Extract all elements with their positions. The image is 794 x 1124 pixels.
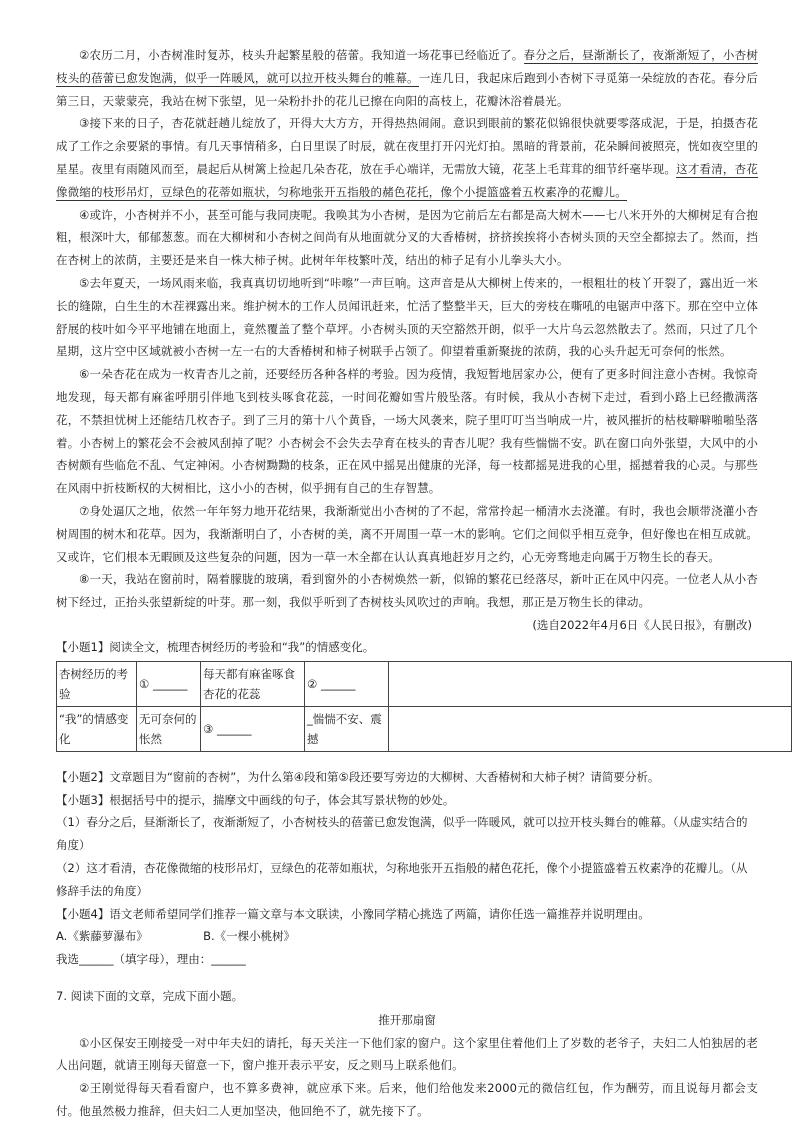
paragraph-3-text-a: ③接下来的日子，杏花就赶趟儿绽放了，开得大大方方，开得热热闹闹。意识到眼前的繁花似锦很快就要零落成泥，于是，拍摄杏花成了工作之余要紧的事情。有几天事情稍多，白日里误了时辰，就在夜里打开闪光灯拍。黑暗的背景前，花朵瞬间被照亮，恍如夜空里的星星。夜里有雨随风而至，晨起后从树篱上捡起几朵杏花，放在手心端详，无需放大镜，花茎上毛茸茸的细节纤毫毕现。 — [56, 116, 758, 176]
question-1 — [56, 636, 758, 752]
table-cell: 每天都有麻雀啄食杏花的花蕊 — [201, 661, 305, 706]
article-title: 推开那扇窗 — [378, 1012, 436, 1027]
question-3-item-1: （1）春分之后，昼渐渐长了，夜渐渐短了，小杏树枝头的蓓蕾已愈发饱满，似乎一阵暖风，就可以拉开枝头舞台的帷幕。（从虚实结合的角度） — [56, 815, 748, 853]
section-7 — [56, 985, 758, 1123]
paragraph-8-text: ⑧一天，我站在窗前时，隔着朦胧的玻璃，看到窗外的小杏树焕然一新，似锦的繁花已经落尽，新叶正在风中闪亮。一位老人从小杏树下经过，正抬头张望新绽的叶芽。那一刻，我似乎听到了杏树枝头风吹过的声响。我想，那正是万物生长的律动。 — [56, 572, 758, 610]
paragraph-6 — [56, 363, 758, 500]
paragraph-6-text: ⑥一朵杏花在成为一枚青杏儿之前，还要经历各种各样的考验。因为疫情，我短暂地居家办公，便有了更多时间注意小杏树。我惊奇地发现，每天都有麻雀呼朋引伴地飞到枝头啄食花蕊，一时间花瓣如雪片般坠落。有时候，我从小杏树下走过，看到小路上已经撒满落花，不禁担忧树上还能结几枚杏子。到了三月的第十八个黄昏，一场大风袭来，院子里叮叮当当响成一片，被风摧折的枯枝噼噼啪啪坠落着。小杏树上的繁花会不会被风刮掉了呢？小杏树会不会失去孕育在枝头的青杏儿呢？我有些惴惴不安。趴在窗口向外张望，大风中的小杏树颇有些临危不乱、气定神闲。小杏树黝黝的枝条，正在风中摇晃出健康的光泽，每一枝都摇晃进我的心里，摇撼着我的心灵。与那些在风雨中折枝断权的大树相比，这小小的杏树，似乎拥有自己的生存智慧。 — [56, 367, 758, 496]
table-cell: “我”的情感变化 — [57, 706, 137, 751]
question-1-prompt: 【小题1】阅读全文，梳理杏树经历的考验和“我”的情感变化。 — [56, 639, 375, 654]
question-3-item-2: （2）这才看清，杏花像微缩的枝形吊灯，豆绿色的花蒂如瓶状，匀称地张开五指般的赭色花托，像个小提篮盛着五枚素净的花瓣儿。（从修辞手法的角度） — [56, 860, 748, 898]
question-4-options — [56, 925, 758, 948]
section-7-intro: 7. 阅读下面的文章，完成下面小题。 — [56, 988, 244, 1003]
question-3 — [56, 789, 758, 903]
article-source: (选自2022年4月6日《人民日报》，有删改) — [532, 617, 752, 632]
answer-table — [56, 661, 792, 752]
paragraph-2-text-b: 一连几日，我起床后跑到小杏树下寻觅第一朵绽放的杏花。春分后第三日，天蒙蒙亮，我站在树下张望，见一朵粉扑扑的花儿已擦在向阳的高枝上，花瓣沐浴着晨光。 — [56, 70, 758, 108]
underlined-sentence-2: 这才看清，杏花像微缩的枝形吊灯，豆绿色的花蒂如瓶状，匀称地张开五指般的赭色花托，像个小提篮盛着五枚素净的花瓣儿。 — [56, 161, 758, 199]
table-cell — [389, 661, 792, 706]
paragraph-7-text: ⑦身处逼仄之地，依然一年年努力地开花结果，我渐渐觉出小杏树的了不起，常常拎起一桶清水去浇灌。有时，我也会顺带浇灌小杏树周围的树木和花草。因为，我渐渐明白了，小杏树的美，离不开周围一草一木的影响。它们之间似乎相互竞争，但好像也在相互成就。又或许，它们根本无暇顾及这些复杂的问题，因为一草一木全都在认认真真地赶岁月之约，心无旁骛地走向属于万物生长的春天。 — [56, 503, 758, 564]
question-2-prompt: 【小题2】文章题目为“窗前的杏树”，为什么第④段和第⑤段还要写旁边的大柳树、大香椿树和大柿子树？请简要分析。 — [56, 769, 660, 784]
paragraph-8 — [56, 568, 758, 614]
paragraph-5-text: ⑤去年夏天，一场风雨来临，我真真切切地听到“咔嚓”一声巨响。这声音是从大柳树上传来的，一根粗壮的枝丫开裂了，露出近一米长的缝隙，白生生的木茬裸露出来。维护树木的工作人员闻讯赶来，忙活了整整半天，巨大的旁枝在嘶吼的电锯声中落下。那在空中立体舒展的枝叶如今平平地铺在地面上，竟然覆盖了整个草坪。小杏树头顶的天空豁然开朗，似乎一大片乌云忽然散去了。然而，只过了几个星期，这片空中区域就被小杏树一左一右的大香椿树和柿子树联手占领了。仰望着重新聚拢的浓荫，我的心头升起无可奈何的怅然。 — [56, 275, 758, 359]
paragraph-3 — [56, 112, 758, 203]
paragraph-5 — [56, 272, 758, 363]
paragraph-4 — [56, 204, 758, 272]
paragraph-4-text: ④或许，小杏树并不小，甚至可能与我同庚呢。我唤其为小杏树，是因为它前后左右都是高大树木——七八米开外的大柳树足有合抱粗，根深叶大，郁郁葱葱。而在大柳树和小杏树之间尚有从地面就分叉的大香椿树，挤挤挨挨将小杏树头顶的天空全都掠去了。然而，挡在杏树上的浓荫，主要还是来自一株大柿子树。此树年年枝繁叶茂，结出的柿子足有小儿拳头大小。 — [56, 207, 758, 268]
answer-blank-2[interactable]: ② ______ — [305, 661, 389, 706]
article-body — [56, 44, 758, 636]
table-cell: _惴惴不安、震撼 — [305, 706, 389, 751]
section-7-paragraph-1: ①小区保安王刚接受一对中年夫妇的请托，每天关注一下他们家的窗户。这个家里住着他们上了岁数的老爷子，夫妇二人怕独居的老人出问题，就请王刚每天留意一下，窗户推开表示平安，反之则马上联系他们。 — [56, 1035, 758, 1073]
question-2 — [56, 766, 758, 789]
table-cell: 无可奈何的怅然 — [137, 706, 201, 751]
paragraph-7 — [56, 500, 758, 568]
table-row — [57, 706, 792, 751]
answer-line[interactable]: 我选______（填字母），理由：______ — [56, 952, 246, 967]
table-cell — [389, 706, 792, 751]
paragraph-2-text-a: ②农历二月，小杏树准时复苏，枝头升起繁星般的蓓蕾。我知道一场花事已经临近了。 — [79, 48, 524, 62]
table-row — [57, 661, 792, 706]
table-cell: 杏树经历的考验 — [57, 661, 137, 706]
question-3-prompt: 【小题3】根据括号中的提示，揣摩文中画线的句子，体会其写景状物的妙处。 — [56, 792, 455, 807]
answer-blank-1[interactable]: ① ______ — [137, 661, 201, 706]
question-4-prompt: 【小题4】语文老师希望同学们推荐一篇文章与本文联读，小豫同学精心挑选了两篇，请你任选一篇推荐并说明理由。 — [56, 906, 650, 921]
paragraph-2 — [56, 44, 758, 112]
option-a[interactable]: A.《紫藤萝瀑布》 — [56, 929, 148, 944]
question-4 — [56, 903, 758, 971]
option-b[interactable]: B.《一棵小桃树》 — [203, 929, 296, 944]
section-7-paragraph-2: ②王刚觉得每天看看窗户，也不算多费神，就应承下来。后来，他们给他发来2000元的微信红包，作为酬劳，而且说每月都会支付。他虽然极力推辞，但夫妇二人更加坚决，他回绝不了，就先接下了。 — [56, 1081, 758, 1119]
underlined-sentence-1: 春分之后，昼渐渐长了，夜渐渐短了，小杏树枝头的蓓蕾已愈发饱满，似乎一阵暖风，就可以拉开枝头舞台的帷幕。 — [56, 48, 758, 85]
answer-blank-3[interactable]: ③ ______ — [201, 706, 305, 751]
